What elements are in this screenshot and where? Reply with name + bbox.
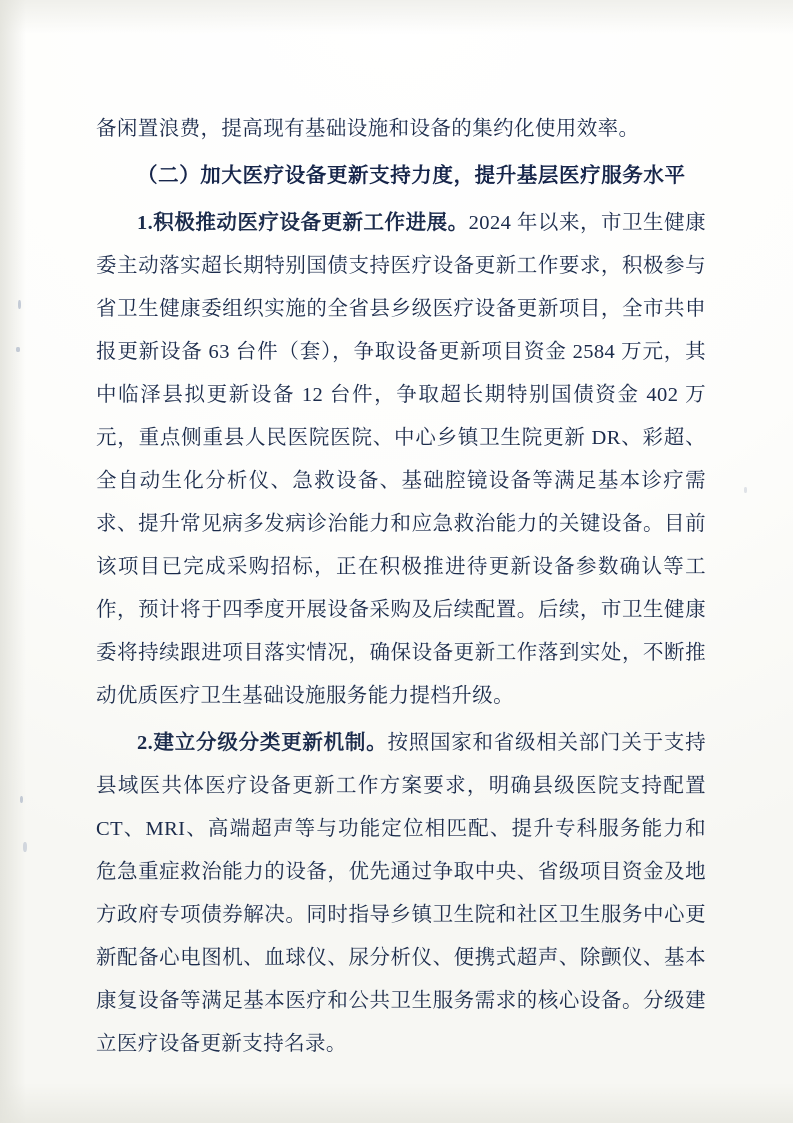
paragraph-item-2-lead: 2.建立分级分类更新机制。 [137, 732, 388, 754]
page-bottom-shading [0, 1083, 793, 1123]
paragraph-item-1-text: 2024 年以来，市卫生健康委主动落实超长期特别国债支持医疗设备更新工作要求，积极参与省卫生健康委组织实施的全省县乡级医疗设备更新项目，全市共申报更新设备 63 台件（套），争取设备更新项目资金 2584 万元，其中临泽县拟更新设备 12 台件，争取超长期特别国债资金 402 万元，重点侧重县人民医院医院、中心乡镇卫生院更新 DR、彩超、全自动生化分析仪、急救设备、基础腔镜设备等满足基本诊疗需求、提升常见病多发病诊治能力和应急救治能力的关键设备。目前该项目已完成采购招标，正在积极推进待更新设备参数确认等工作，预计将于四季度开展设备采购及后续配置。后续，市卫生健康委将持续跟进项目落实情况，确保设备更新工作落到实处，不断推动优质医疗卫生基础设施服务能力提档升级。 [96, 212, 706, 707]
scan-speck [20, 796, 23, 803]
paragraph-continued: 备闲置浪费，提高现有基础设施和设备的集约化使用效率。 [96, 118, 640, 140]
paragraph-item-1-lead: 1.积极推动医疗设备更新工作进展。 [137, 212, 469, 234]
scan-speck [18, 300, 21, 309]
document-text-body [96, 108, 706, 1070]
scan-speck [16, 347, 20, 352]
paragraph-item-1 [96, 202, 706, 718]
section-heading-2: （二）加大医疗设备更新支持力度，提升基层医疗服务水平 [137, 165, 686, 187]
page-left-shading [0, 0, 26, 1123]
paragraph-item-2-text: 按照国家和省级相关部门关于支持县域医共体医疗设备更新工作方案要求，明确县级医院支持配置 CT、MRI、高端超声等与功能定位相匹配、提升专科服务能力和危急重症救治能力的设备，优先通过争取中央、省级项目资金及地方政府专项债券解决。同时指导乡镇卫生院和社区卫生服务中心更新配备心电图机、血球仪、尿分析仪、便携式超声、除颤仪、基本康复设备等满足基本医疗和公共卫生服务需求的核心设备。分级建立医疗设备更新支持名录。 [96, 732, 707, 1055]
page-top-shading [0, 0, 793, 34]
paragraph-item-2 [96, 722, 706, 1066]
scan-speck [744, 487, 747, 493]
scan-speck [23, 842, 27, 852]
